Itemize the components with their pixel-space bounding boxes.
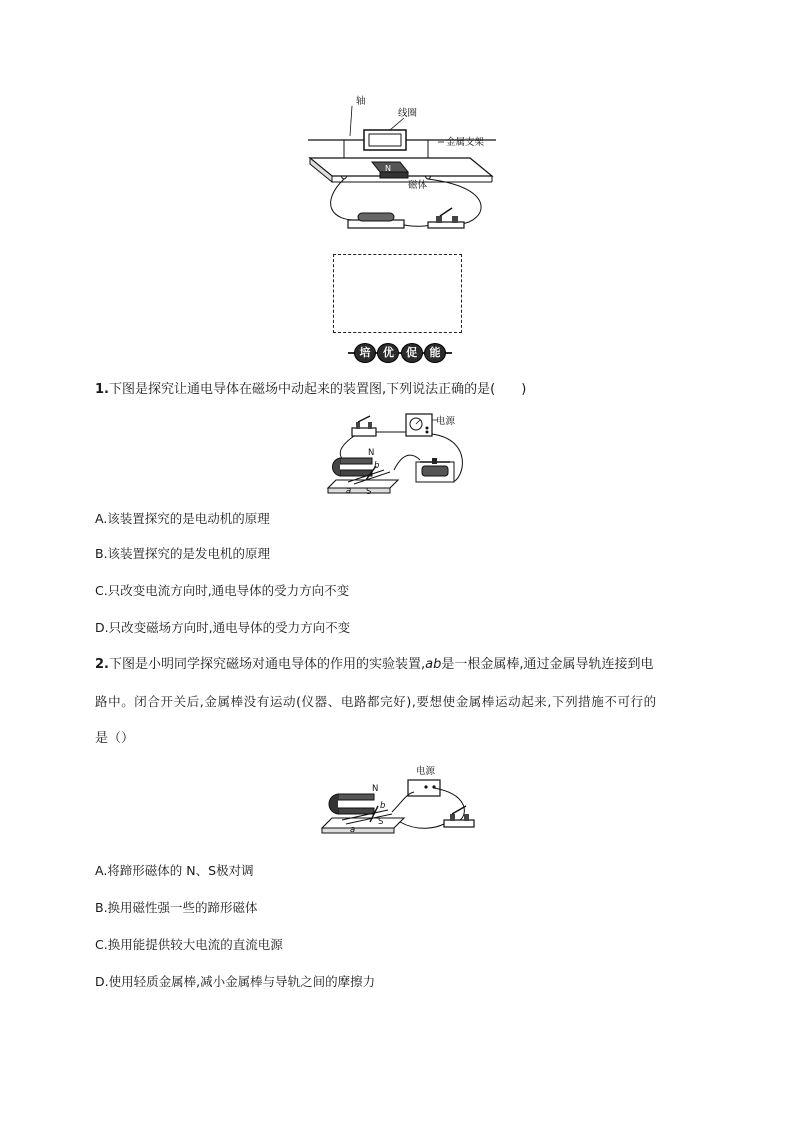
badge-char: 能 xyxy=(424,343,446,363)
label-n: N xyxy=(385,164,391,173)
question-1 xyxy=(95,381,526,399)
label-bracket: 金属支架 xyxy=(446,137,485,148)
label-s: S xyxy=(366,487,372,497)
q1-option-c: C.只改变电流方向时,通电导体的受力方向不变 xyxy=(95,583,350,598)
question-text: 下图是小明同学探究磁场对通电导体的作用的实验装置, xyxy=(108,657,426,672)
label-a: a xyxy=(346,486,352,496)
label-n: N xyxy=(372,784,379,794)
label-b: b xyxy=(374,461,380,471)
badge-char: 优 xyxy=(377,343,399,363)
q1-option-a: A.该装置探究的是电动机的原理 xyxy=(95,511,270,526)
q1-option-b: B.该装置探究的是发电机的原理 xyxy=(95,546,271,561)
question-number: 2. xyxy=(95,657,109,672)
rod-label: ab xyxy=(425,657,442,672)
question-2-line-1 xyxy=(95,656,653,674)
label-power: 电源 xyxy=(436,416,456,427)
q2-option-b: B.换用磁性强一些的蹄形磁体 xyxy=(95,900,258,915)
label-n: N xyxy=(368,448,375,458)
question-2-line-2: 路中。闭合开关后,金属棒没有运动(仪器、电路都完好),要想使金属棒运动起来,下列措施不可行的 xyxy=(95,694,657,709)
badge-char: 培 xyxy=(354,343,376,363)
label-coil: 线圈 xyxy=(398,108,418,119)
question-text: 是一根金属棒,通过金属导轨连接到电 xyxy=(441,657,654,672)
figure-q2-apparatus xyxy=(318,762,478,842)
figure-motor-model xyxy=(300,92,500,242)
section-badge xyxy=(354,342,446,364)
answer-box xyxy=(333,254,462,333)
label-power: 电源 xyxy=(416,766,436,777)
question-2-line-3: 是（） xyxy=(95,731,135,746)
label-axis: 轴 xyxy=(356,96,366,107)
figure-q1-apparatus xyxy=(324,410,474,498)
badge-char: 促 xyxy=(401,343,423,363)
q2-option-d: D.使用轻质金属棒,减小金属棒与导轨之间的摩擦力 xyxy=(95,974,376,989)
q2-option-c: C.换用能提供较大电流的直流电源 xyxy=(95,937,283,952)
label-s: S xyxy=(378,817,384,827)
label-b: b xyxy=(380,801,386,811)
question-text: 下图是探究让通电导体在磁场中动起来的装置图,下列说法正确的是( ) xyxy=(108,382,527,397)
q1-option-d: D.只改变磁场方向时,通电导体的受力方向不变 xyxy=(95,620,351,635)
question-number: 1. xyxy=(95,382,109,397)
label-magnet: 磁体 xyxy=(408,180,428,191)
q2-option-a: A.将蹄形磁体的 N、S极对调 xyxy=(95,863,254,878)
label-a: a xyxy=(350,825,356,835)
